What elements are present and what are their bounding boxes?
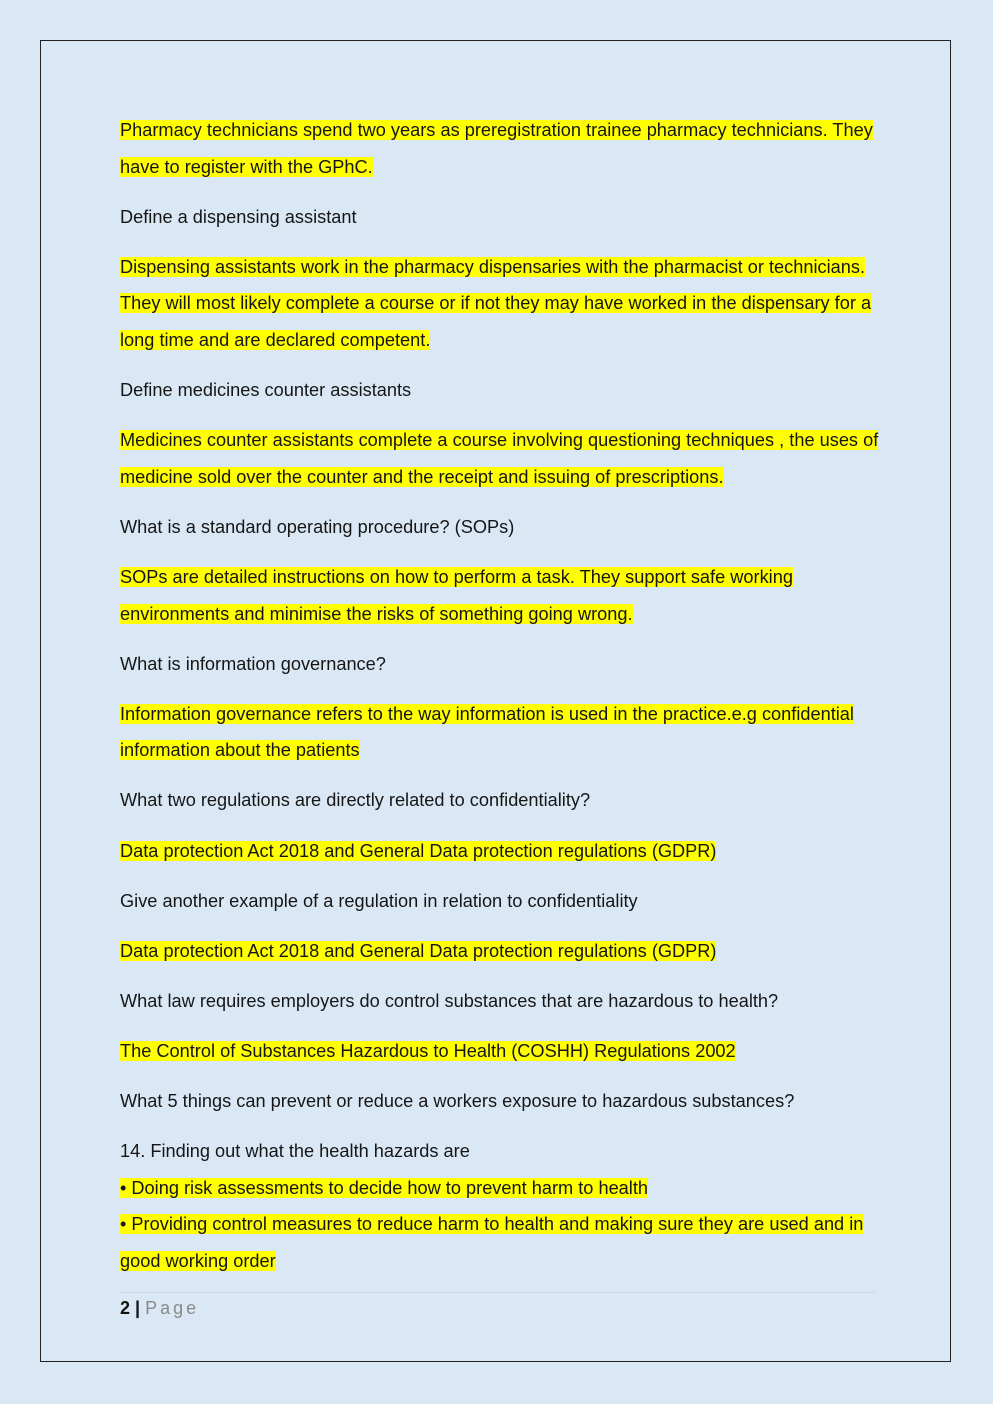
page-footer (120, 1295, 199, 1321)
answer-paragraph: Pharmacy technicians spend two years as preregistration trainee pharmacy technicians. They have to register with the GPhC. (120, 120, 873, 177)
answer-paragraph: Medicines counter assistants complete a course involving questioning techniques , the uses of medicine sold over the counter and the receipt and issuing of prescriptions. (120, 430, 879, 487)
answer-paragraph: Information governance refers to the way information is used in the practice.e.g confidential information about the patients (120, 703, 854, 761)
bullet-item: • Doing risk assessments to decide how to prevent harm to health (120, 1177, 649, 1198)
question-paragraph: Define a dispensing assistant (120, 206, 357, 227)
footer-separator: | (135, 1298, 141, 1318)
question-paragraph: What 5 things can prevent or reduce a workers exposure to hazardous substances? (120, 1090, 795, 1111)
question-paragraph: What is information governance? (120, 653, 386, 674)
footer-rule (120, 1292, 876, 1293)
question-paragraph: What law requires employers do control substances that are hazardous to health? (120, 990, 779, 1011)
question-paragraph: What is a standard operating procedure? (SOPs) (120, 516, 515, 537)
list-item: 14. Finding out what the health hazards are (120, 1141, 470, 1162)
page-label: Page (145, 1298, 200, 1318)
question-paragraph: What two regulations are directly related to confidentiality? (120, 790, 591, 811)
bullet-item: • Providing control measures to reduce harm to health and making sure they are used and in good working order (120, 1214, 864, 1271)
answer-paragraph: SOPs are detailed instructions on how to perform a task. They support safe working environments and minimise the risks of something going wrong. (120, 566, 793, 624)
answer-paragraph: Data protection Act 2018 and General Data protection regulations (GDPR) (120, 940, 717, 961)
answer-paragraph: The Control of Substances Hazardous to Health (COSHH) Regulations 2002 (120, 1040, 736, 1061)
document-body (120, 112, 880, 1279)
question-paragraph: Define medicines counter assistants (120, 380, 412, 401)
question-paragraph: Give another example of a regulation in relation to confidentiality (120, 890, 638, 911)
page-number: 2 (120, 1298, 131, 1318)
answer-paragraph: Data protection Act 2018 and General Data protection regulations (GDPR) (120, 840, 717, 861)
answer-paragraph: Dispensing assistants work in the pharmacy dispensaries with the pharmacist or technicians. They will most likely complete a course or if not they may have worked in the dispensary for a long time and are declared competent. (120, 256, 872, 350)
